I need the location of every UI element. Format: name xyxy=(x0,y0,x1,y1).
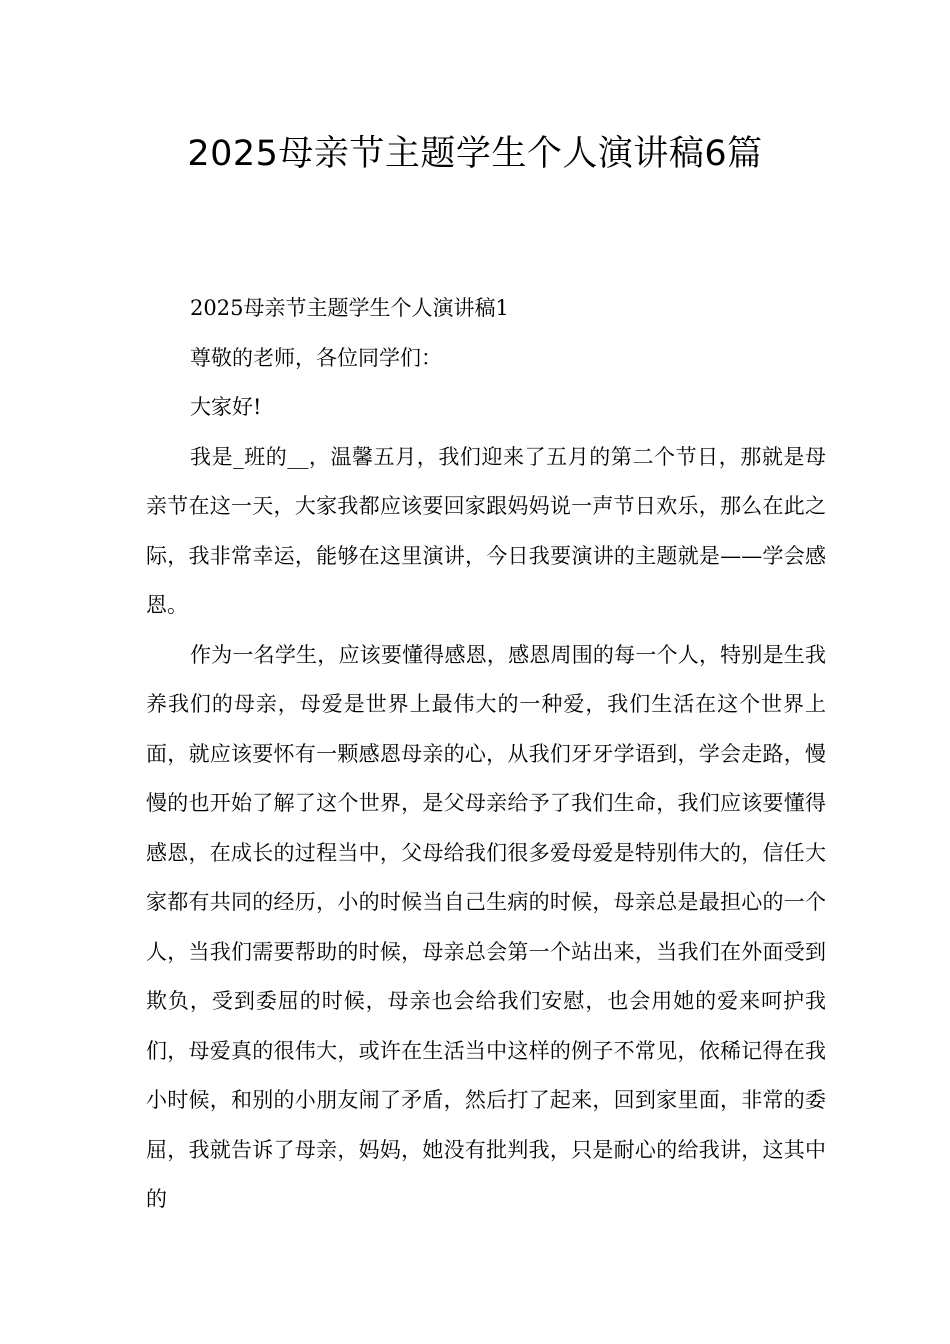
paragraph: 我是_班的__，温馨五月，我们迎来了五月的第二个节日，那就是母亲节在这一天，大家我都应该要回家跟妈妈说一声节日欢乐，那么在此之际，我非常幸运，能够在这里演讲，今日我要演讲的主题就是——学会感恩。 xyxy=(146,444,826,617)
page-title: 2025母亲节主题学生个人演讲稿6篇 xyxy=(187,134,763,174)
document-body xyxy=(146,284,826,1225)
paragraph: 作为一名学生，应该要懂得感恩，感恩周围的每一个人，特别是生我养我们的母亲，母爱是世界上最伟大的一种爱，我们生活在这个世界上面，就应该要怀有一颗感恩母亲的心，从我们牙牙学语到，学会走路，慢慢的也开始了解了这个世界，是父母亲给予了我们生命，我们应该要懂得感恩，在成长的过程当中，父母给我们很多爱母爱是特别伟大的，信任大家都有共同的经历，小的时候当自己生病的时候，母亲总是最担心的一个人，当我们需要帮助的时候，母亲总会第一个站出来，当我们在外面受到欺负，受到委屈的时候，母亲也会给我们安慰，也会用她的爱来呵护我们，母爱真的很伟大，或许在生活当中这样的例子不常见，依稀记得在我小时候，和别的小朋友闹了矛盾，然后打了起来，回到家里面，非常的委屈，我就告诉了母亲，妈妈，她没有批判我，只是耐心的给我讲，这其中的 xyxy=(146,642,826,1211)
section-heading: 2025母亲节主题学生个人演讲稿1 xyxy=(190,296,509,320)
salutation: 尊敬的老师，各位同学们： xyxy=(190,345,442,370)
greeting: 大家好! xyxy=(190,395,262,419)
